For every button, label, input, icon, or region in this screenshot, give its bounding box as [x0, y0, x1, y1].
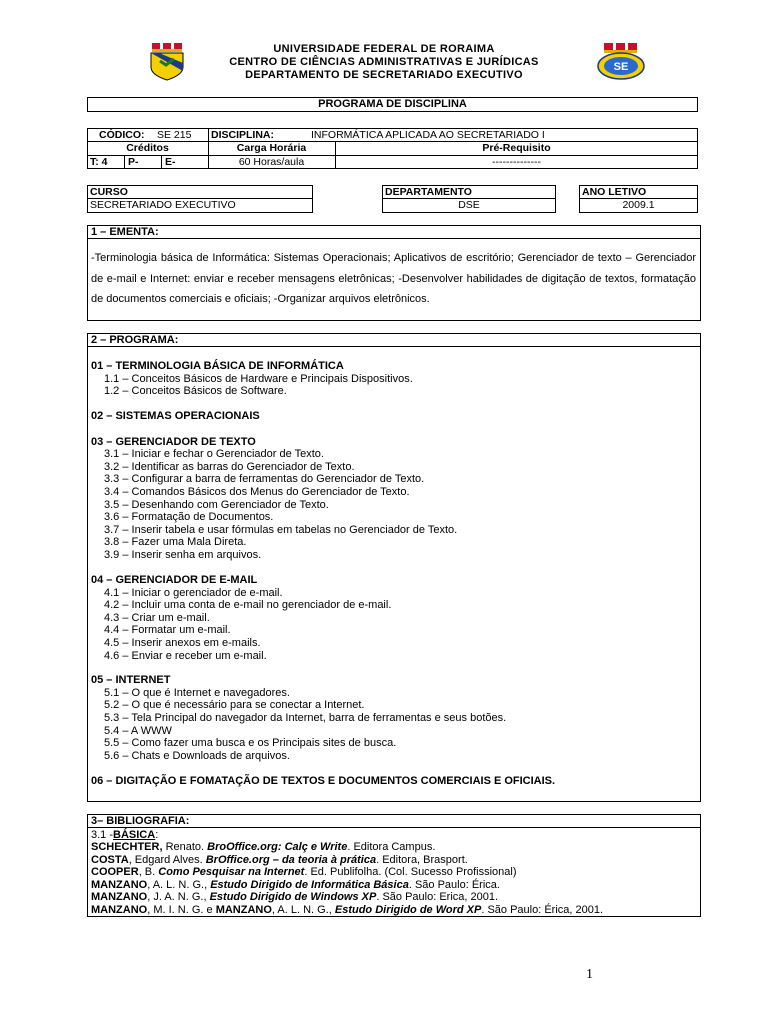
programa-section-4: 04 – GERENCIADOR DE E-MAIL — [91, 574, 258, 586]
basica-colon: : — [155, 829, 159, 841]
program-title: PROGRAMA DE DISCIPLINA — [318, 98, 467, 110]
programa-box — [87, 333, 701, 802]
prereq-value: -------------- — [492, 156, 541, 168]
header-department: DEPARTAMENTO DE SECRETARIADO EXECUTIVO — [245, 69, 523, 81]
reference-4 — [91, 879, 500, 892]
codigo-label: CÓDICO: — [99, 129, 145, 141]
reference-author: MANZANO — [91, 879, 148, 891]
programa-item-1-2: 1.2 – Conceitos Básicos de Software. — [104, 385, 287, 397]
reference-author: COOPER — [91, 866, 139, 878]
reference-author: MANZANO — [91, 891, 148, 903]
logo-text: SE — [613, 61, 629, 73]
reference-2 — [91, 854, 468, 867]
programa-item-1-1: 1.1 – Conceitos Básicos de Hardware e Principais Dispositivos. — [104, 373, 413, 385]
programa-item-3-5: 3.5 – Desenhando com Gerenciador de Texto. — [104, 499, 329, 511]
ano-label: ANO LETIVO — [582, 186, 647, 198]
basica-number: 3.1 - — [91, 829, 114, 841]
programa-item-4-6: 4.6 – Enviar e receber um e-mail. — [104, 650, 267, 662]
curso-value: SECRETARIADO EXECUTIVO — [90, 199, 236, 211]
creditos-t: T: 4 — [90, 156, 108, 168]
programa-item-3-9: 3.9 – Inserir senha em arquivos. — [104, 549, 262, 561]
basica-label: BÁSICA — [113, 829, 156, 841]
programa-item-5-4: 5.4 – A WWW — [104, 725, 172, 737]
disciplina-value: INFORMÁTICA APLICADA AO SECRETARIADO I — [311, 129, 545, 141]
reference-6 — [91, 904, 603, 917]
creditos-e: E- — [165, 156, 176, 168]
programa-section-3: 03 – GERENCIADOR DE TEXTO — [91, 436, 256, 448]
codigo-value: SE 215 — [157, 129, 192, 141]
programa-section-2: 02 – SISTEMAS OPERACIONAIS — [91, 410, 260, 422]
programa-item-4-5: 4.5 – Inserir anexos em e-mails. — [104, 637, 261, 649]
reference-text: Renato. — [162, 841, 208, 853]
prereq-label: Pré-Requisito — [482, 142, 551, 154]
page-number: 1 — [586, 967, 593, 982]
bibliografia-title: 3– BIBLIOGRAFIA: — [91, 815, 190, 827]
creditos-p: P- — [128, 156, 139, 168]
programa-item-5-5: 5.5 – Como fazer uma busca e os Principais sites de busca. — [104, 737, 397, 749]
reference-author: MANZANO — [91, 904, 148, 916]
reference-3 — [91, 866, 517, 879]
ano-value: 2009.1 — [622, 199, 655, 211]
programa-title: 2 – PROGRAMA: — [91, 334, 179, 346]
curso-label: CURSO — [90, 186, 128, 198]
reference-text: , J. A. N. G., — [147, 891, 210, 903]
programa-item-4-2: 4.2 – Incluir uma conta de e-mail no gerenciador de e-mail. — [104, 599, 392, 611]
ementa-text: -Terminologia básica de Informática: Sistemas Operacionais; Aplicativos de escritório; Gerenciador de texto – Gerenciador de e-mail e Internet: enviar e receber mensagens eletrônicas; -Desenvolver habilidades de digitação de textos, formatação de documentos comerciais e oficiais; -Organizar arquivos eletrônicos. — [91, 252, 696, 305]
programa-item-3-6: 3.6 – Formatação de Documentos. — [104, 511, 274, 523]
reference-text: , B. — [138, 866, 159, 878]
programa-item-4-1: 4.1 – Iniciar o gerenciador de e-mail. — [104, 587, 283, 599]
reference-1 — [91, 841, 435, 854]
programa-item-4-4: 4.4 – Formatar um e-mail. — [104, 624, 231, 636]
header-university: UNIVERSIDADE FEDERAL DE RORAIMA — [273, 43, 495, 55]
reference-5 — [91, 891, 498, 904]
reference-publisher: . Editora, Brasport. — [376, 854, 468, 866]
reference-publisher: . Editora Campus. — [347, 841, 436, 853]
programa-item-3-4: 3.4 – Comandos Básicos dos Menus do Gerenciador de Texto. — [104, 486, 410, 498]
programa-section-6: 06 – DIGITAÇÃO E FOMATAÇÃO DE TEXTOS E DOCUMENTOS COMERCIAIS E OFICIAIS. — [91, 775, 556, 787]
reference-title: BroOffice.org: Calç e Write — [207, 841, 348, 853]
reference-publisher: . Ed. Publifolha. (Col. Sucesso Profissional) — [304, 866, 517, 878]
programa-item-3-3: 3.3 – Configurar a barra de ferramentas do Gerenciador de Texto. — [104, 473, 425, 485]
programa-item-5-1: 5.1 – O que é Internet e navegadores. — [104, 687, 290, 699]
disciplina-label: DISCIPLINA: — [211, 129, 274, 141]
ementa-title: 1 – EMENTA: — [91, 226, 159, 238]
reference-text: , M. I. N. G. e — [147, 904, 216, 916]
reference-title: Estudo Dirigido de Windows XP — [209, 891, 377, 903]
creditos-label: Créditos — [126, 142, 169, 154]
header-center: CENTRO DE CIÊNCIAS ADMINISTRATIVAS E JURÍDICAS — [229, 56, 539, 68]
programa-section-5: 05 – INTERNET — [91, 674, 171, 686]
programa-item-5-6: 5.6 – Chats e Downloads de arquivos. — [104, 750, 290, 762]
reference-title: Como Pesquisar na Internet — [158, 866, 305, 878]
programa-item-5-2: 5.2 – O que é necessário para se conectar a Internet. — [104, 699, 365, 711]
reference-author: SCHECHTER, — [91, 841, 163, 853]
programa-item-4-3: 4.3 – Criar um e-mail. — [104, 612, 210, 624]
reference-title: Estudo Dirigido de Informática Básica — [210, 879, 409, 891]
carga-value: 60 Horas/aula — [238, 156, 305, 168]
reference-author: COSTA — [91, 854, 129, 866]
departamento-label: DEPARTAMENTO — [385, 186, 472, 198]
reference-author-2: MANZANO — [215, 904, 272, 916]
programa-section-1: 01 – TERMINOLOGIA BÁSICA DE INFORMÁTICA — [91, 360, 344, 372]
reference-text: , Edgard Alves. — [128, 854, 206, 866]
bibliografia-basica — [91, 829, 158, 842]
reference-publisher: . São Paulo: Érica. — [408, 879, 500, 891]
carga-label: Carga Horária — [236, 142, 307, 154]
programa-item-5-3: 5.3 – Tela Principal do navegador da Internet, barra de ferramentas e seus botões. — [104, 712, 507, 724]
reference-text: , A. L. N. G., — [147, 879, 211, 891]
reference-publisher: . São Paulo: Erica, 2001. — [376, 891, 499, 903]
programa-item-3-8: 3.8 – Fazer uma Mala Direta. — [104, 536, 247, 548]
programa-item-3-2: 3.2 – Identificar as barras do Gerenciador de Texto. — [104, 461, 355, 473]
programa-item-3-1: 3.1 – Iniciar e fechar o Gerenciador de Texto. — [104, 448, 324, 460]
reference-title: BrOffice.org – da teoria à prática — [205, 854, 377, 866]
reference-publisher: . São Paulo: Érica, 2001. — [481, 904, 604, 916]
departamento-value: DSE — [458, 199, 480, 211]
programa-item-3-7: 3.7 – Inserir tabela e usar fórmulas em tabelas no Gerenciador de Texto. — [104, 524, 458, 536]
reference-text-2: , A. L. N. G., — [271, 904, 335, 916]
reference-title: Estudo Dirigido de Word XP — [334, 904, 482, 916]
